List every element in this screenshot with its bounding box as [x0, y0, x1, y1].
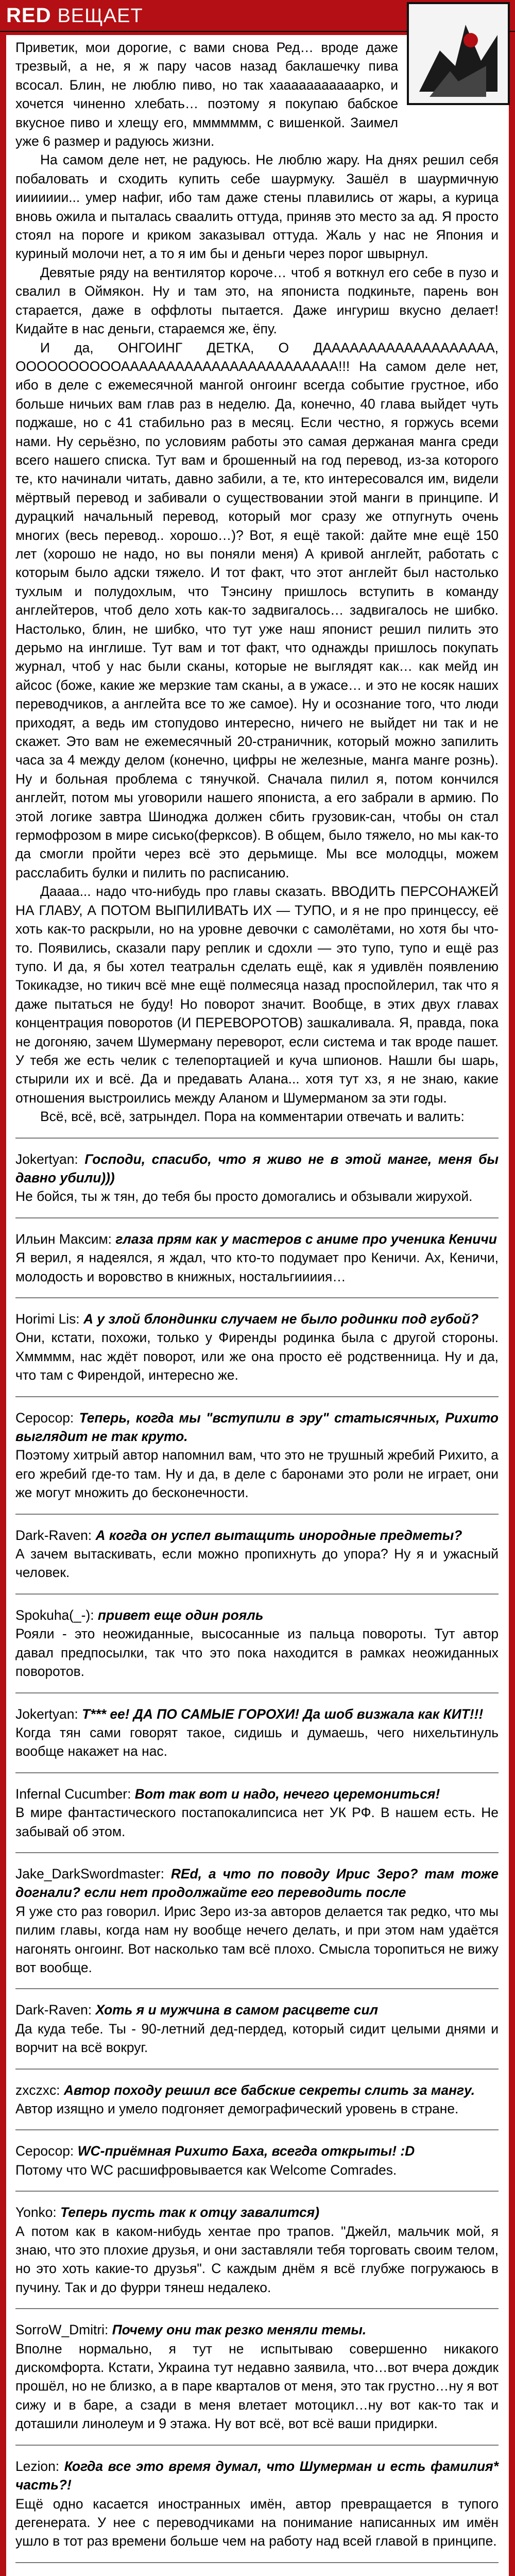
- comment-divider: [15, 1138, 499, 1139]
- comment-head: [15, 1865, 499, 1902]
- comment-head: [15, 2203, 499, 2222]
- comment-reply: Не бойся, ты ж тян, до тебя бы просто домогались и обзывали жирухой.: [15, 1189, 473, 1205]
- comment-divider: [15, 1988, 499, 1989]
- comment-head: [15, 2320, 499, 2339]
- comment-reply: В мире фантастического постапокалипсиса нет УК РФ. В нашем есть. Не забывай об этом.: [15, 1805, 499, 1839]
- comment-author: Jake_DarkSwordmaster:: [15, 1866, 171, 1882]
- comment-author: Ильин Максим:: [15, 1231, 116, 1247]
- comment-author: Horimi Lis:: [15, 1311, 83, 1327]
- comment-divider: [15, 1297, 499, 1298]
- comment-reply: Рояли - это неожиданные, высосанные из пальца повороты. Тут автор давал предпосылки, так что это пока находится в рамках неожиданных поворотов.: [15, 1626, 499, 1680]
- logo-image: [407, 2, 510, 105]
- comment-quote: Автор походу решил все бабские секреты слить за мангу.: [63, 2082, 475, 2098]
- comment-reply: Поэтому хитрый автор напомнил вам, что это не трушный жребий Рихито, а его жребий где-то там. Ну и да, в деле с баронами это роли не играет, они же могут множить до бесконечности.: [15, 1447, 499, 1501]
- brand: [6, 4, 143, 27]
- post-paragraph: И да, ОНГОИНГ ДЕТКА, О ДААААААААААААААААААА, ООООООООООАААААААААААААААААААААААА!!! На самом деле нет, ибо в деле с ежемесячной мангой онгоинг всегда событие грустное, ибо больше ничьих вам глав раз в неделю. Да, конечно, 40 глава выйдет чуть поджаше, но с 41 стабильно раз в месяц. Если честно, я горжусь всеми нами. Ну серьёзно, по условиям работы это самая держаная манга среди всего нашего списка. Тут вам и брошенный на год перевод, из-за которого те, кто начинали читать, давно забили, а те, кто интересовался им, видели мёртвый перевод и забивали о существовании этой манги в принципе. И дурацкий начальный перевод, который мог сразу же отпугнуть очень многих (весь перевод.. хорошо…)? Вот, я ещё такой: дайте мне ещё 150 лет (хорошо не надо, но вы поняли меня) А кривой англейт, работать с которым было адски тяжело. И тот факт, что этот англейт был настолько тухлым и полудохлым, что Тэнсину пришлось вступить в команду англейтеров, чтоб дело хоть как-то задвигалось… задвигалось не шибко. Настолько, блин, не шибко, что тут уже наш японист решил пилить это дерьмо на инглише. Тут вам и тот факт, что однажды пришлось покупать журнал, чтоб у нас были сканы, которые не выглядят как… как мейд ин айсос (боже, какие же мерзкие там сканы, а в ужасе… и это не косяк наших переводчиков, а англейта все то же самое). Ну и осознание того, что люди приходят, а ведь им стопудово интересно, ничего не выйдет ни так и не скажет. Это вам не ежемесячный 20-страничник, который можно запилить часа за 4 между делом (конечно, цифры не железные, манга манге рознь). Ну и больная проблема с тянучкой. Сначала пилил я, потом кончился англейт, потом мы уговорили нашего япониста, а его забрали в армию. По этой логике завтра Шиноджа должен сбить грузовик-сан, чтобы он стал гермофрозом в мире сисько(ферксов). В общем, было тяжело, но мы как-то да смогли пройти через всё это дерьмище. Мы все молодцы, можем расслабить булки и пилить по расписанию.: [15, 340, 499, 880]
- comment-head: [15, 2081, 499, 2099]
- comment-head: [15, 1310, 499, 1328]
- comments-list: [15, 1138, 499, 2576]
- comment-quote: Хоть я и мужчина в самом расцвете сил: [95, 2002, 378, 2018]
- post-paragraph: Девятые ряду на вентилятор короче… чтоб я воткнул его себе в пузо и свалил в Оймякон. Ну и там это, на японистa подкиньте, парень вон старается, даже в оффлоты пытается. Даже ингуриш вкусно делает! Кидайте в нас деньги, стараемся же, ёпу.: [15, 264, 499, 337]
- comment-head: [15, 1150, 499, 1188]
- comment-head: [15, 1409, 499, 1446]
- crow-logo-icon: [409, 4, 508, 103]
- comment-divider: [15, 2445, 499, 2446]
- comment-author: Infernal Cucumber:: [15, 1786, 135, 1802]
- comment-quote: Теперь пусть так к отцу завалится): [60, 2205, 319, 2221]
- comment-divider: [15, 1692, 499, 1693]
- comment-quote: Господи, спасибо, что я живо не в этой манге, меня бы давно убили))): [15, 1151, 499, 1185]
- comment-author: Spokuha(_-):: [15, 1607, 98, 1623]
- comment-head: [15, 1705, 499, 1723]
- comment-head: [15, 2142, 499, 2160]
- comment-divider: [15, 1514, 499, 1515]
- comment-reply: А зачем вытаскивать, если можно пропихнуть до упора? Ну я и ужасный человек.: [15, 1546, 499, 1581]
- comment-quote: Когда все это время думал, что Шумерман и есть фамилия* часть?!: [15, 2458, 499, 2493]
- comment-quote: А у злой блондинки случаем не было родинки под губой?: [83, 1311, 479, 1327]
- post-paragraph: На самом деле нет, не радуюсь. Не люблю жару. На днях решил себя побаловать и сходить купить себе шаурмуку. Зашёл в шаурмичную иииииии... умер нафиг, ибо там даже стены плавились от жары, а курица вновь ожила и пыталась сваалить оттуда, приняв это место за ад. Я просто стоял на пороге и криком заказывал оттуда. Жаль у нас не Япония и куриный молочи нет, а то я им бы и деньги через порог швырнул.: [15, 152, 499, 262]
- comment-reply: Да куда тебе. Ты - 90-летний дед-пердед, который сидит целыми днями и ворчит на всё вокруг.: [15, 2021, 499, 2056]
- comment-head: [15, 1230, 499, 1248]
- comment-author: Dark-Raven:: [15, 2002, 96, 2018]
- comment-quote: Теперь, когда мы "вступили в эру" статысячных, Рихито выглядит не так круто.: [15, 1410, 499, 1445]
- header-title: ВЕЩАЕТ: [57, 5, 143, 27]
- comment-head: [15, 2001, 499, 2019]
- comment-divider: [15, 1772, 499, 1773]
- comment-author: Dark-Raven:: [15, 1527, 96, 1543]
- comment-divider: [15, 2191, 499, 2192]
- comment-quote: А когда он успел вытащить инородные предметы?: [95, 1527, 462, 1543]
- comment-reply: Когда тян сами говорят такое, сидишь и думаешь, чего нихельтинуль вообще накажет на нас.: [15, 1724, 499, 1759]
- comment-head: [15, 1785, 499, 1803]
- comment-author: Серосор:: [15, 1410, 79, 1426]
- comment-author: Lezion:: [15, 2458, 64, 2474]
- comment-divider: [15, 1594, 499, 1595]
- comment-divider: [15, 1852, 499, 1853]
- comment-head: [15, 1606, 499, 1624]
- comment-reply: Ещё одно касается иностранных имён, автор превращается в тупого дегенерата. У нее с переводчиками на понимание написанных им имён ушло в тот раз времени больше чем на работу над всей главой в принципе.: [15, 2496, 499, 2549]
- comment-author: Jokertyan:: [15, 1151, 85, 1167]
- comment-quote: привет еще один рояль: [97, 1607, 264, 1623]
- comment-author: zxczxc:: [15, 2082, 64, 2098]
- post-content: [6, 35, 509, 2576]
- comment-divider: [15, 2129, 499, 2130]
- post-body: [15, 38, 499, 1126]
- comment-divider: [15, 1396, 499, 1397]
- comment-reply: Я верил, я надеялся, я ждал, что кто-то подумает про Кеничи. Ах, Кеничи, молодость и воровство в книжных, ностальгиииия…: [15, 1250, 499, 1284]
- comment-quote: глаза прям как у мастеров с аниме про ученика Кеничи: [115, 1231, 497, 1247]
- comment-reply: Я уже сто раз говорил. Ирис Зеро из-за авторов делается так редко, что мы пилим главы, когда нам ну вообще нечего делать, и при этом нам удаётся нагонять онгоинг. Вот насколько там всё плохо. Смысла торопиться не вижу вот вообще.: [15, 1903, 499, 1975]
- post-paragraph: Даааа... надо что-нибудь про главы сказать. ВВОДИТЬ ПЕРСОНАЖЕЙ НА ГЛАВУ, А ПОТОМ ВЫПИЛИВАТЬ ИХ — ТУПО, и я не про принцессу, её хоть как-то раскрыли, но на уровне девочки с самолётами, но хотя бы что-то. Появились, сказали пару реплик и сдохли — это тупо, тупо и ещё раз тупо. И да, я бы хотел театральн сделать ещё, как я удивлён появлению Токикадзе, но тикич всё мне ещё полмесяца назад проспойлерил, так что я даже пытаться не буду! Но поворот значит. Вообще, в этих двух главах концентрация поворотов (И ПЕРЕВОРОТОВ) зашкаливала. Я, правда, пока не догоняю, зачем Шумерману переворот, если система и так вроде пашет. У тебя же есть челик с телепортацией и куча шпионов. Нашли бы шарь, стырили их и всё. Да и предавать Алана... хотя тут хз, я не знаю, какие отношения выстроились между Аланом и Шумерманом за эти годы.: [15, 884, 499, 1106]
- comment-head: [15, 2457, 499, 2495]
- comment-quote: Т*** ее! ДА ПО САМЫЕ ГОРОХИ! Да шоб визжала как КИТ!!!: [82, 1706, 484, 1722]
- comment-divider: [15, 2069, 499, 2070]
- comment-reply: Автор изящно и умело подгоняет демографический уровень в стране.: [15, 2101, 459, 2116]
- comment-author: SorroW_Dmitri:: [15, 2322, 112, 2338]
- post-paragraph: Приветик, мои дорогие, с вами снова Ред… вроде даже трезвый, а не, я ж пару часов назад баклашечку пива всосал. Блин, не люблю пиво, но так хааааааааааарко, и хочется чиненно хлебать… поэтому я покупаю бабское вкусное пиво и хлещу его, ммммммм, с вишенкой. Заимел уже 6 размер и радуюсь жизни.: [15, 40, 398, 149]
- comment-divider: [15, 1217, 499, 1218]
- brand-name: RED: [6, 4, 52, 27]
- post-paragraph: Всё, всё, всё, затрындел. Пора на комментарии отвечать и валить:: [40, 1109, 465, 1125]
- comment-reply: Потому что WC расшифровывается как Welcome Comrades.: [15, 2162, 397, 2178]
- comment-reply: Вполне нормально, я тут не испытываю совершенно никакого дискомфорта. Кстати, Украина тут недавно заявила, что…вот вчера дождик прошёл, но не близко, а в паре кварталов от меня, это так грустно…ну я вот сижу и в баре, а сзади в меня влетает мотоцикл…ну вот как-то так и доташили линолеум и 9 этажа. Ну вот всё, вот всё ваши придирки.: [15, 2341, 499, 2432]
- comment-quote: Вот так вот и надо, нечего церемониться!: [134, 1786, 440, 1802]
- comment-author: Yonko:: [15, 2205, 61, 2221]
- comment-reply: А потом как в каком-нибудь хентае про трапов. "Джейл, мальчик мой, я знаю, что это плохие друзья, и они заставляли тебя торговать своим телом, но это хоть какие-то друзья". С каждым днём я всё глубже погружаюсь в пучину. Так и до фурри тянеш недалеко.: [15, 2223, 499, 2295]
- comment-author: Jokertyan:: [15, 1706, 82, 1722]
- comment-quote: Почему они так резко меняли темы.: [112, 2322, 367, 2338]
- comment-author: Серосор:: [15, 2143, 78, 2159]
- comment-reply: Они, кстати, похожи, только у Фиренды родинка была с другой стороны. Хммммм, нас ждёт поворот, или же она просто её родственница. Ну и да, что там с Фирендой, интересно же.: [15, 1330, 499, 1383]
- comment-quote: WC-приёмная Рихито Баха, всегда открыты! :D: [77, 2143, 415, 2159]
- comment-divider: [15, 2562, 499, 2563]
- comment-quote: REd, а что по поводу Ирис Зеро? там тоже догнали? если нет продолжайте его переводить после: [15, 1866, 499, 1901]
- comment-head: [15, 1526, 499, 1545]
- comment-divider: [15, 2308, 499, 2309]
